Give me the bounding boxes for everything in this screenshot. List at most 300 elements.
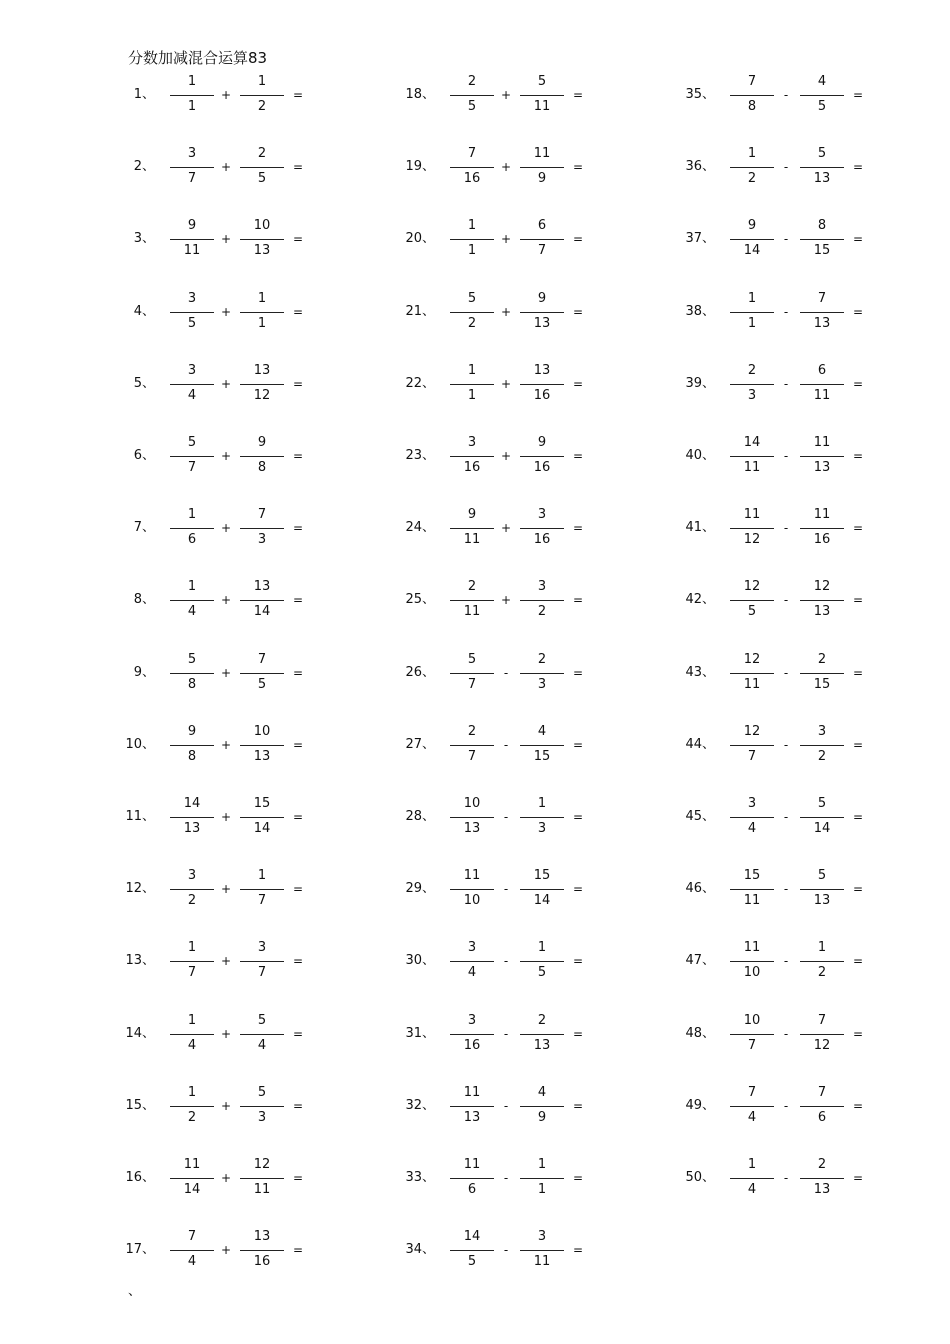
numerator: 7 [817, 1012, 827, 1028]
equals-sign: = [292, 810, 304, 824]
fraction-bar [170, 456, 214, 457]
operator: - [503, 737, 509, 752]
equals-sign: = [292, 1098, 304, 1113]
fraction-bar [520, 167, 564, 168]
equals-sign: = [572, 449, 584, 463]
problem [655, 434, 875, 480]
denominator: 14 [253, 821, 271, 836]
fraction-first [450, 290, 494, 336]
fraction-bar [730, 1106, 774, 1107]
problem [95, 217, 315, 263]
denominator: 9 [537, 1109, 547, 1125]
denominator: 4 [187, 387, 197, 403]
problem-number: 2、 [133, 159, 155, 175]
equals-sign: = [852, 882, 864, 897]
fraction-second [520, 723, 564, 769]
fraction-bar [800, 889, 844, 890]
fraction-second [520, 1012, 564, 1058]
fraction-first [170, 1228, 214, 1274]
problem [95, 723, 315, 769]
operator: + [500, 304, 512, 319]
denominator: 13 [183, 821, 201, 836]
equals-sign: = [292, 160, 304, 175]
problem-number: 19、 [405, 159, 435, 175]
problem-number: 21、 [405, 303, 435, 319]
fraction-second [240, 1084, 284, 1130]
problem-number: 38、 [685, 303, 715, 319]
equals-sign: = [572, 737, 584, 752]
problem [95, 1228, 315, 1274]
operator: - [783, 521, 789, 536]
operator: + [500, 376, 512, 391]
fraction-bar [450, 239, 494, 240]
numerator: 9 [467, 507, 477, 523]
equals-sign: = [852, 449, 864, 463]
fraction-second [240, 723, 284, 769]
denominator: 7 [467, 676, 477, 692]
fraction-bar [730, 239, 774, 240]
numerator: 1 [187, 940, 197, 956]
denominator: 4 [747, 1182, 757, 1197]
numerator: 3 [467, 1012, 477, 1028]
equals-sign: = [852, 232, 864, 247]
problem [655, 73, 875, 119]
problem-number: 20、 [405, 231, 435, 247]
operator: + [220, 88, 232, 102]
denominator: 13 [813, 604, 831, 620]
problem-number: 3、 [133, 231, 155, 247]
denominator: 4 [187, 1254, 197, 1270]
operator: - [503, 1026, 509, 1041]
equals-sign: = [572, 1243, 584, 1258]
numerator: 5 [467, 290, 477, 306]
numerator: 3 [537, 579, 547, 595]
problem [655, 362, 875, 408]
numerator: 7 [747, 1084, 757, 1100]
numerator: 15 [533, 868, 551, 884]
fraction-first [730, 1084, 774, 1130]
denominator: 6 [187, 532, 197, 548]
fraction-bar [730, 1178, 774, 1179]
denominator: 11 [743, 893, 761, 909]
denominator: 4 [187, 1037, 197, 1053]
problem [95, 290, 315, 336]
fraction-bar [450, 673, 494, 674]
operator: + [220, 954, 232, 969]
problem-number: 23、 [405, 448, 435, 463]
numerator: 3 [187, 290, 197, 306]
equals-sign: = [852, 593, 864, 608]
fraction-bar [170, 384, 214, 385]
problem [95, 795, 315, 841]
fraction-second [800, 362, 844, 408]
numerator: 10 [743, 1012, 761, 1028]
problem [375, 73, 595, 119]
denominator: 11 [183, 243, 201, 259]
equals-sign: = [852, 88, 864, 102]
problem-number: 10、 [125, 736, 155, 752]
fraction-bar [450, 745, 494, 746]
problem [95, 362, 315, 408]
fraction-bar [450, 384, 494, 385]
problem-number: 37、 [685, 231, 715, 247]
denominator: 1 [257, 315, 267, 331]
problem [655, 1156, 875, 1202]
fraction-second [800, 506, 844, 552]
operator: + [500, 232, 512, 247]
numerator: 12 [743, 579, 761, 595]
problem-number: 32、 [405, 1097, 435, 1113]
problem [95, 651, 315, 697]
fraction-second [240, 578, 284, 624]
fraction-second [800, 1156, 844, 1202]
denominator: 13 [253, 243, 271, 259]
fraction-bar [520, 600, 564, 601]
denominator: 7 [187, 171, 197, 187]
fraction-first [170, 506, 214, 552]
denominator: 16 [813, 532, 831, 548]
operator: + [220, 665, 232, 680]
numerator: 1 [187, 507, 197, 523]
denominator: 11 [463, 604, 481, 620]
numerator: 5 [817, 796, 827, 811]
fraction-bar [450, 600, 494, 601]
problem [95, 939, 315, 985]
fraction-bar [240, 167, 284, 168]
numerator: 11 [743, 507, 761, 523]
fraction-first [450, 1084, 494, 1130]
numerator: 9 [187, 723, 197, 739]
numerator: 1 [187, 74, 197, 89]
problem [375, 506, 595, 552]
denominator: 12 [743, 532, 761, 548]
fraction-bar [240, 528, 284, 529]
operator: - [503, 1171, 509, 1185]
denominator: 15 [813, 243, 831, 259]
numerator: 5 [257, 1084, 267, 1100]
operator: + [220, 1243, 232, 1258]
fraction-first [730, 723, 774, 769]
numerator: 2 [817, 651, 827, 667]
operator: + [220, 1098, 232, 1113]
fraction-first [450, 145, 494, 191]
problem [655, 290, 875, 336]
denominator: 16 [533, 387, 551, 403]
fraction-bar [730, 456, 774, 457]
fraction-bar [240, 95, 284, 96]
denominator: 5 [467, 99, 477, 114]
operator: - [783, 810, 789, 824]
numerator: 11 [183, 1157, 201, 1172]
operator: - [783, 737, 789, 752]
fraction-bar [730, 600, 774, 601]
fraction-bar [520, 1034, 564, 1035]
fraction-bar [730, 167, 774, 168]
problem [375, 290, 595, 336]
problem-number: 50、 [685, 1170, 715, 1185]
problem-number: 35、 [685, 87, 715, 102]
numerator: 2 [257, 146, 267, 162]
fraction-second [800, 867, 844, 913]
denominator: 13 [463, 821, 481, 836]
fraction-bar [730, 673, 774, 674]
numerator: 3 [467, 940, 477, 956]
fraction-first [450, 651, 494, 697]
equals-sign: = [572, 1026, 584, 1041]
numerator: 3 [537, 1229, 547, 1245]
denominator: 11 [463, 532, 481, 548]
numerator: 2 [467, 579, 477, 595]
problem [375, 867, 595, 913]
numerator: 5 [257, 1012, 267, 1028]
numerator: 9 [537, 290, 547, 306]
fraction-second [520, 651, 564, 697]
fraction-bar [730, 745, 774, 746]
denominator: 5 [747, 604, 757, 620]
equals-sign: = [572, 665, 584, 680]
numerator: 8 [817, 218, 827, 234]
fraction-bar [730, 312, 774, 313]
problem-number: 26、 [405, 664, 435, 680]
fraction-first [450, 723, 494, 769]
problem [375, 795, 595, 841]
fraction-bar [800, 673, 844, 674]
numerator: 7 [257, 507, 267, 523]
numerator: 3 [537, 507, 547, 523]
fraction-second [240, 867, 284, 913]
numerator: 11 [813, 435, 831, 450]
problem-number: 4、 [133, 303, 155, 319]
problem [95, 1156, 315, 1202]
page-title: 分数加减混合运算83 [128, 49, 268, 67]
fraction-first [170, 723, 214, 769]
fraction-bar [240, 384, 284, 385]
numerator: 13 [253, 579, 271, 595]
fraction-second [520, 73, 564, 119]
fraction-first [450, 939, 494, 985]
fraction-first [730, 867, 774, 913]
problem [375, 434, 595, 480]
problem [655, 1084, 875, 1130]
problem-number: 15、 [125, 1097, 155, 1113]
fraction-second [800, 578, 844, 624]
problem [375, 1228, 595, 1274]
numerator: 1 [257, 74, 267, 89]
denominator: 7 [187, 965, 197, 981]
numerator: 15 [743, 868, 761, 884]
denominator: 14 [743, 243, 761, 259]
denominator: 6 [467, 1182, 477, 1197]
fraction-bar [170, 1106, 214, 1107]
fraction-second [520, 434, 564, 480]
equals-sign: = [572, 232, 584, 247]
fraction-second [800, 1084, 844, 1130]
fraction-first [170, 795, 214, 841]
problem [375, 145, 595, 191]
fraction-bar [730, 889, 774, 890]
numerator: 2 [467, 723, 477, 739]
fraction-first [170, 651, 214, 697]
denominator: 2 [817, 965, 827, 981]
fraction-bar [800, 456, 844, 457]
numerator: 4 [537, 1084, 547, 1100]
equals-sign: = [292, 88, 304, 102]
fraction-second [240, 362, 284, 408]
denominator: 1 [467, 387, 477, 403]
fraction-bar [240, 673, 284, 674]
denominator: 2 [467, 315, 477, 331]
fraction-bar [450, 95, 494, 96]
numerator: 5 [467, 651, 477, 667]
fraction-bar [450, 312, 494, 313]
problem-number: 30、 [405, 953, 435, 969]
numerator: 10 [253, 218, 271, 234]
problem-number: 1、 [133, 87, 155, 102]
denominator: 11 [253, 1182, 271, 1197]
numerator: 5 [187, 435, 197, 450]
fraction-bar [730, 528, 774, 529]
denominator: 5 [817, 99, 827, 114]
equals-sign: = [292, 882, 304, 897]
denominator: 13 [463, 1109, 481, 1125]
fraction-second [520, 290, 564, 336]
denominator: 9 [537, 171, 547, 187]
problem-number: 7、 [133, 520, 155, 536]
denominator: 16 [253, 1254, 271, 1270]
operator: + [220, 376, 232, 391]
fraction-bar [240, 456, 284, 457]
fraction-bar [170, 1250, 214, 1251]
problem-number: 33、 [405, 1170, 435, 1185]
fraction-second [800, 73, 844, 119]
equals-sign: = [572, 304, 584, 319]
denominator: 1 [747, 315, 757, 331]
numerator: 11 [813, 507, 831, 523]
fraction-bar [520, 745, 564, 746]
denominator: 13 [813, 893, 831, 909]
numerator: 3 [187, 868, 197, 884]
denominator: 1 [187, 99, 197, 114]
numerator: 9 [747, 218, 757, 234]
denominator: 1 [467, 243, 477, 259]
fraction-bar [800, 1178, 844, 1179]
problem [655, 795, 875, 841]
operator: - [783, 232, 789, 247]
fraction-second [520, 578, 564, 624]
numerator: 1 [537, 940, 547, 956]
numerator: 7 [817, 290, 827, 306]
fraction-bar [240, 312, 284, 313]
numerator: 3 [817, 723, 827, 739]
fraction-first [450, 506, 494, 552]
fraction-bar [240, 817, 284, 818]
equals-sign: = [572, 88, 584, 102]
denominator: 15 [533, 748, 551, 764]
fraction-bar [800, 1106, 844, 1107]
fraction-first [730, 1156, 774, 1202]
fraction-second [800, 145, 844, 191]
equals-sign: = [572, 882, 584, 897]
denominator: 5 [467, 1254, 477, 1270]
denominator: 2 [187, 1109, 197, 1125]
denominator: 7 [747, 748, 757, 764]
fraction-first [730, 651, 774, 697]
problem [655, 723, 875, 769]
equals-sign: = [852, 304, 864, 319]
denominator: 2 [747, 171, 757, 187]
denominator: 11 [533, 99, 551, 114]
problem-number: 43、 [685, 664, 715, 680]
problem-number: 48、 [685, 1025, 715, 1041]
fraction-first [170, 867, 214, 913]
problem-number: 49、 [685, 1097, 715, 1113]
problem [375, 578, 595, 624]
denominator: 13 [813, 315, 831, 331]
equals-sign: = [292, 304, 304, 319]
fraction-bar [170, 528, 214, 529]
fraction-second [800, 795, 844, 841]
denominator: 1 [537, 1182, 547, 1197]
equals-sign: = [852, 737, 864, 752]
denominator: 7 [537, 243, 547, 259]
fraction-first [730, 73, 774, 119]
numerator: 1 [747, 1157, 757, 1172]
denominator: 11 [743, 676, 761, 692]
problem-number: 28、 [405, 809, 435, 824]
operator: - [783, 88, 789, 102]
fraction-bar [170, 961, 214, 962]
denominator: 5 [257, 171, 267, 187]
equals-sign: = [292, 737, 304, 752]
fraction-bar [800, 239, 844, 240]
equals-sign: = [852, 521, 864, 536]
fraction-second [240, 217, 284, 263]
equals-sign: = [852, 665, 864, 680]
operator: + [220, 593, 232, 608]
numerator: 14 [743, 435, 761, 450]
numerator: 11 [463, 1157, 481, 1172]
fraction-bar [800, 600, 844, 601]
fraction-second [240, 939, 284, 985]
fraction-bar [730, 961, 774, 962]
problem-number: 9、 [133, 664, 155, 680]
fraction-first [170, 434, 214, 480]
denominator: 7 [467, 748, 477, 764]
numerator: 4 [537, 723, 547, 739]
problem-number: 40、 [685, 448, 715, 463]
fraction-bar [520, 95, 564, 96]
fraction-first [170, 1012, 214, 1058]
numerator: 11 [463, 868, 481, 884]
numerator: 7 [257, 651, 267, 667]
fraction-bar [240, 745, 284, 746]
numerator: 12 [743, 723, 761, 739]
denominator: 3 [537, 676, 547, 692]
fraction-bar [520, 528, 564, 529]
fraction-bar [170, 600, 214, 601]
problem [655, 506, 875, 552]
numerator: 3 [467, 435, 477, 450]
fraction-first [170, 290, 214, 336]
fraction-bar [520, 673, 564, 674]
denominator: 13 [253, 748, 271, 764]
numerator: 4 [817, 74, 827, 89]
fraction-second [520, 1156, 564, 1202]
equals-sign: = [572, 593, 584, 608]
problem-number: 6、 [133, 448, 155, 463]
fraction-bar [170, 239, 214, 240]
fraction-second [240, 290, 284, 336]
